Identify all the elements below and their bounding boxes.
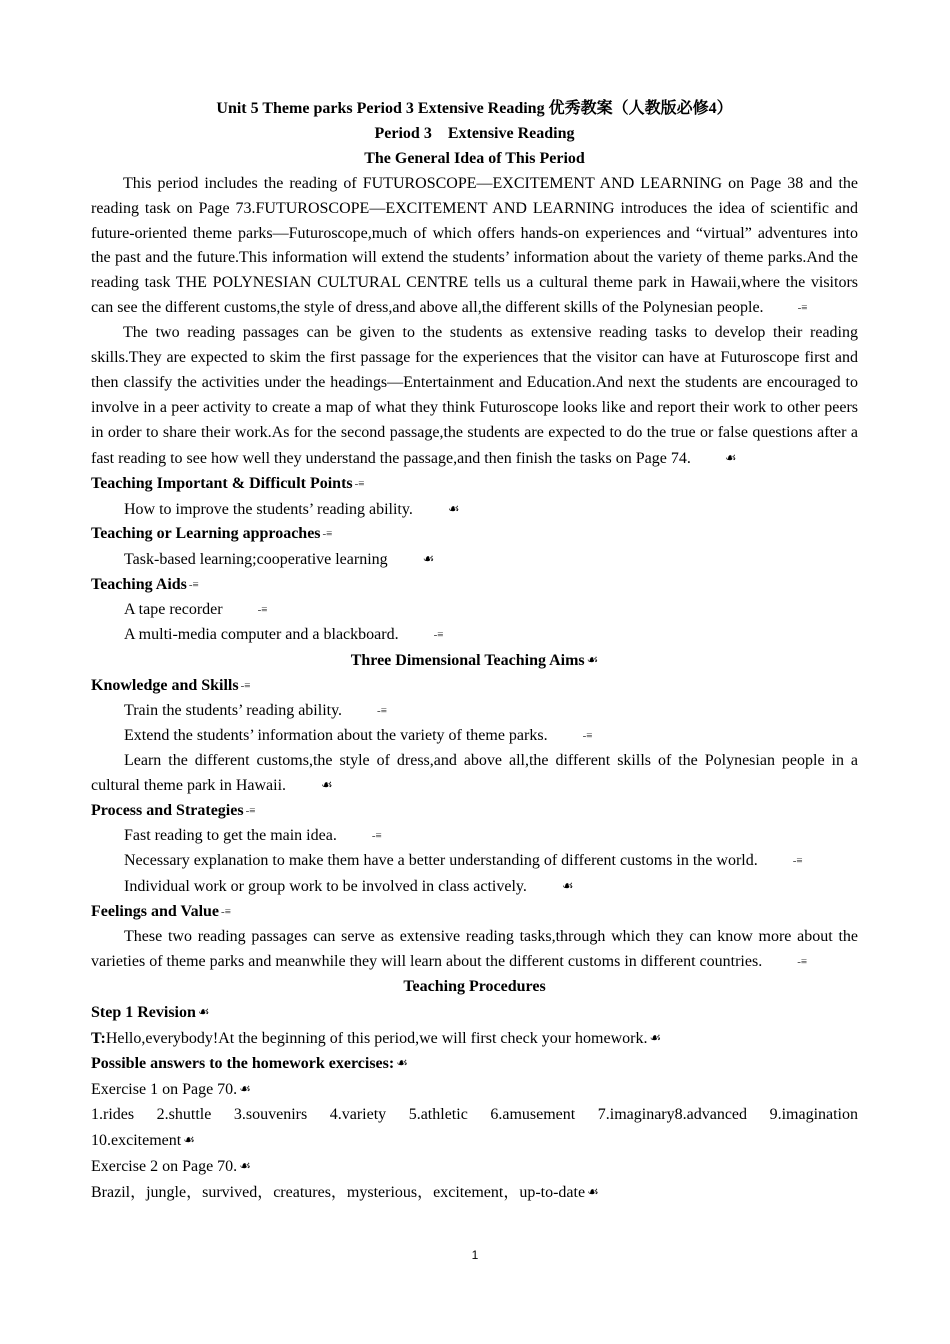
block-text: Teaching Procedures [403, 977, 546, 995]
section-heading [91, 1000, 858, 1026]
block-text: Exercise 2 on Page 70. [91, 1158, 238, 1176]
section-title [91, 147, 858, 172]
text-line [91, 1180, 858, 1206]
snail-mark-icon: ☙ [197, 1003, 210, 1019]
text-line [91, 1077, 858, 1103]
block-text: Brazil，jungle，survived，creatures，mysterious，excitement，up-to-date [91, 1183, 586, 1201]
section-title [91, 975, 858, 1000]
block-text: Train the students’ reading ability. [124, 701, 343, 719]
indented-paragraph [91, 623, 858, 648]
paragraph-mark-icon: -≡ [322, 528, 333, 541]
block-text: Extend the students’ information about the variety of theme parks. [124, 726, 548, 744]
paragraph [91, 172, 858, 321]
snail-mark-icon: ☙ [561, 878, 574, 894]
block-text: Knowledge and Skills [91, 676, 239, 694]
block-text: A multi-media computer and a blackboard. [124, 626, 399, 644]
indented-paragraph [91, 598, 858, 623]
snail-mark-icon: ☙ [586, 651, 599, 667]
indented-paragraph [91, 497, 858, 523]
block-text: Hello,everybody!At the beginning of this period,we will first check your homework. [105, 1029, 648, 1047]
block-text: 10.excitement [91, 1132, 182, 1150]
indented-paragraph [91, 749, 858, 800]
indented-paragraph [91, 849, 858, 874]
paragraph-mark-icon: -≡ [354, 477, 365, 490]
block-text: A tape recorder [124, 601, 223, 619]
paragraph-mark-icon: -≡ [221, 906, 231, 918]
block-text: The two reading passages can be given to the students as extensive reading tasks to develop their reading skills.They are expected to skim the first passage for the experiences that the visitor can have at Futuroscope first and then classify the activities under the headings—Entertainment and Education.And next the students are encouraged to involve in a peer activity to create a map of what they think Futuroscope looks like and report their work to other peers in order to share their work.As for the second passage,the students are expected to do the true or false questions after a fast reading to see how well they understand the passage,and then finish the tasks on Page 74. [91, 324, 858, 467]
snail-mark-icon: ☙ [183, 1132, 195, 1148]
block-text: Teaching Aids [91, 576, 187, 594]
snail-mark-icon: ☙ [396, 1055, 408, 1071]
section-title [91, 648, 858, 674]
section-heading [91, 900, 858, 925]
block-text: Process and Strategies [91, 802, 244, 820]
paragraph-mark-icon: -≡ [240, 679, 251, 692]
block-text: Necessary explanation to make them have a better understanding of different customs in the world. [124, 852, 758, 870]
section-title [91, 97, 858, 122]
snail-mark-icon: ☙ [239, 1081, 251, 1097]
section-heading [91, 472, 858, 497]
block-text: The General Idea of This Period [364, 149, 585, 167]
paragraph [91, 321, 858, 471]
block-text: 1.rides 2.shuttle 3.souvenirs 4.variety 5.athletic 6.amusement 7.imaginary8.advanced 9.imagination [91, 1106, 858, 1124]
block-text: How to improve the students’ reading ability. [124, 500, 413, 518]
paragraph-mark-icon: -≡ [245, 805, 256, 818]
document-body [91, 97, 858, 1206]
block-text: Unit 5 Theme parks Period 3 Extensive Reading 优秀教案（人教版必修4） [216, 100, 733, 117]
snail-mark-icon: ☙ [447, 500, 460, 516]
snail-mark-icon: ☙ [239, 1158, 251, 1174]
snail-mark-icon: ☙ [422, 551, 435, 567]
paragraph-mark-icon: -≡ [371, 830, 382, 843]
block-text: Three Dimensional Teaching Aims [350, 651, 585, 669]
indented-paragraph [91, 925, 858, 975]
indented-paragraph [91, 824, 858, 849]
indented-paragraph [91, 874, 858, 900]
snail-mark-icon: ☙ [587, 1183, 599, 1199]
block-text: Teaching or Learning approaches [91, 525, 321, 543]
block-text: Fast reading to get the main idea. [124, 827, 337, 845]
block-text: Feelings and Value [91, 903, 220, 920]
indented-paragraph [91, 724, 858, 749]
section-title [91, 122, 858, 147]
text-line [91, 1154, 858, 1180]
section-heading [91, 522, 858, 547]
block-text: Task-based learning;cooperative learning [124, 551, 388, 569]
block-text: Step 1 Revision [91, 1003, 196, 1021]
block-text: Possible answers to the homework exercises: [91, 1055, 395, 1073]
speaker-label: T: [91, 1029, 106, 1047]
answer-list [91, 1103, 858, 1128]
section-heading [91, 674, 858, 699]
snail-mark-icon: ☙ [724, 449, 737, 465]
paragraph-mark-icon: -≡ [797, 302, 808, 315]
snail-mark-icon: ☙ [321, 777, 333, 793]
paragraph-mark-icon: -≡ [792, 855, 803, 868]
block-text: Teaching Important & Difficult Points [91, 474, 353, 492]
paragraph-mark-icon: -≡ [257, 604, 268, 617]
indented-paragraph [91, 547, 858, 573]
block-text: Individual work or group work to be involved in class actively. [124, 878, 527, 896]
section-heading [91, 573, 858, 598]
block-text: These two reading passages can serve as extensive reading tasks,through which they can know more about the varieties of theme parks and meanwhile they will learn about the different customs in different countries. [91, 927, 858, 970]
paragraph-mark-icon: -≡ [188, 579, 199, 592]
indented-paragraph [91, 699, 858, 724]
text-line [91, 1026, 858, 1052]
page-number: 1 [471, 1248, 479, 1262]
block-text: This period includes the reading of FUTUROSCOPE—EXCITEMENT AND LEARNING on Page 38 and the reading task on Page 73.FUTUROSCOPE—EXCITEMENT AND LEARNING introduces the idea of scientific and future-oriented theme parks—Futuroscope,much of which offers hands-on experiences and “virtual” adventures into the past and the future.This information will extend the students’ information about the variety of theme parks.And the reading task THE POLYNESIAN CULTURAL CENTRE tells us a cultural theme park in Hawaii,where the visitors can see the different customs,the style of dress,and above all,the different skills of the Polynesian people. [91, 174, 858, 317]
block-text: Period 3 Extensive Reading [374, 124, 575, 142]
paragraph-mark-icon: -≡ [582, 729, 593, 742]
section-heading [91, 799, 858, 824]
section-heading [91, 1051, 858, 1077]
text-line [91, 1128, 858, 1154]
block-text: Learn the different customs,the style of dress,and above all,the different skills of the Polynesian people in a cultural theme park in Hawaii. [91, 751, 858, 795]
snail-mark-icon: ☙ [649, 1029, 662, 1045]
block-text: Exercise 1 on Page 70. [91, 1081, 238, 1099]
paragraph-mark-icon: -≡ [797, 955, 808, 968]
paragraph-mark-icon: -≡ [433, 629, 444, 642]
paragraph-mark-icon: -≡ [377, 704, 387, 717]
